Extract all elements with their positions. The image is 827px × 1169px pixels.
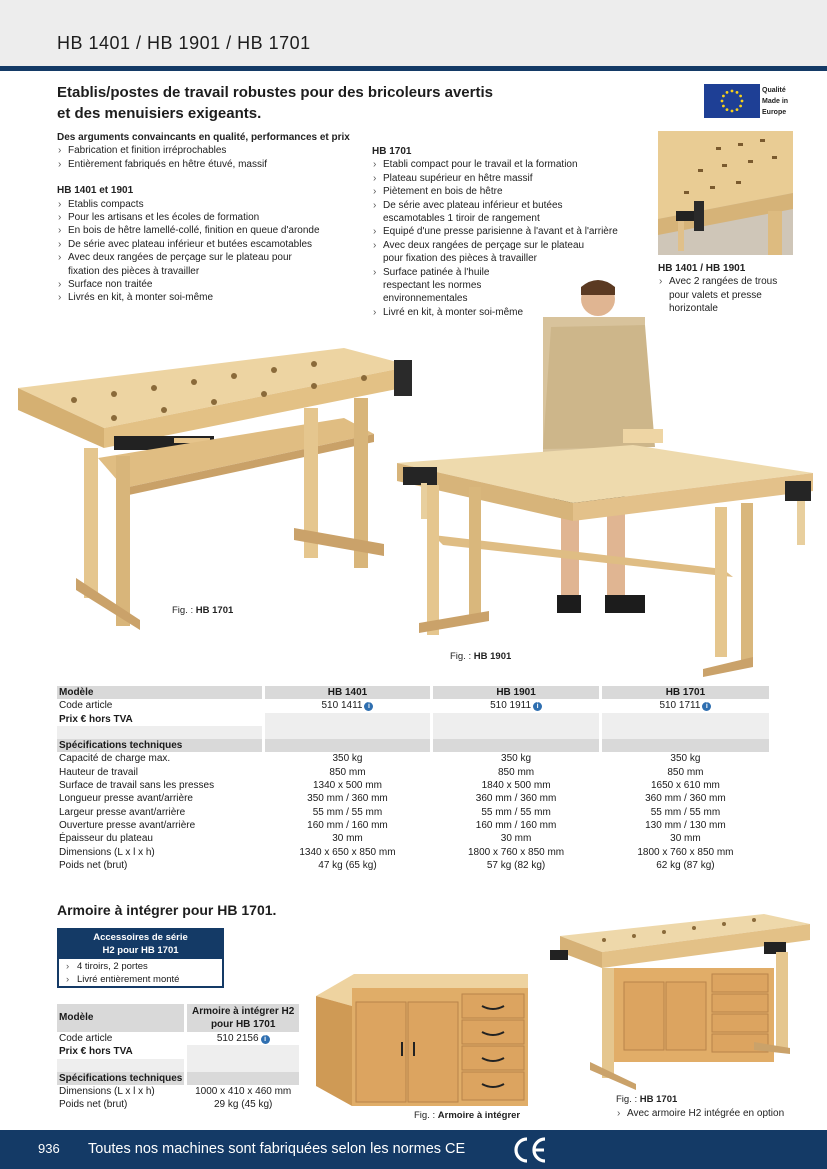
workbench-hb1901-photo (393, 277, 821, 679)
list-item-cont: escamotables 1 tiroir de rangement (383, 213, 540, 225)
table-cell (263, 713, 432, 726)
table-row (57, 806, 769, 819)
table-cell: 350 kg (432, 752, 601, 765)
vise-detail-photo (658, 131, 793, 255)
figure-4-note (616, 1107, 816, 1120)
table-cell: 130 mm / 130 mm (600, 819, 769, 832)
list-item: › De série avec plateau inférieur et butées escamotables (57, 238, 357, 251)
list-item: › Entièrement fabriqués en hêtre étuvé, massif (57, 158, 357, 171)
table-row (57, 819, 769, 832)
table-cell: 1340 x 650 x 850 mm (263, 846, 432, 859)
list-item-cont: horizontale (669, 303, 718, 315)
table-cell: 850 mm (432, 766, 601, 779)
section-label: Spécifications techniques (57, 1072, 186, 1085)
table-row (57, 792, 769, 805)
section-label: Spécifications techniques (57, 739, 263, 752)
table-cell (57, 1059, 186, 1072)
article-code: 510 1911 (490, 700, 532, 712)
row-label: Poids net (brut) (59, 1099, 128, 1111)
table-cell: 360 mm / 360 mm (600, 792, 769, 805)
figure-label: Armoire à intégrer (437, 1110, 521, 1121)
table-cell: 1650 x 610 mm (600, 779, 769, 792)
article-code: 510 1711 (659, 700, 701, 712)
row-label: Hauteur de travail (59, 766, 138, 778)
list-item (372, 199, 652, 226)
list-item: › Etabli compact pour le travail et la formation (372, 158, 652, 171)
table-cell (600, 739, 769, 752)
table-cell (600, 713, 769, 726)
list-item: › Livrés en kit, à monter soi-même (57, 291, 357, 304)
table-header: Modèle (57, 1004, 186, 1032)
table-row (57, 1045, 299, 1058)
table-cell (600, 726, 769, 739)
table-cell (263, 726, 432, 739)
table-header (186, 1004, 299, 1032)
spec-table (57, 686, 769, 872)
table-header: HB 1401 (263, 686, 432, 699)
list-item-cont: respectant les normes (383, 280, 482, 292)
table-cell: 1000 x 410 x 460 mm (186, 1085, 299, 1098)
eu-flag-icon (704, 84, 760, 118)
table-cell: 350 kg (263, 752, 432, 765)
figure-label: HB 1701 (639, 1094, 678, 1105)
table-header: HB 1901 (432, 686, 601, 699)
table-cell: 1800 x 760 x 850 mm (600, 846, 769, 859)
table-row (57, 699, 769, 712)
accessory-box-title-2: H2 pour HB 1701 (102, 945, 179, 956)
list-item-cont: environnementales (383, 293, 468, 305)
accessory-box-title-1: Accessoires de série (93, 932, 188, 943)
table-section-row (57, 1072, 299, 1085)
table-cell: 55 mm / 55 mm (263, 806, 432, 819)
page-number: 936 (38, 1141, 60, 1156)
table-row (57, 726, 769, 739)
cabinet-photo (312, 972, 530, 1108)
figure-label: HB 1901 (473, 651, 512, 662)
list-item: › Avec armoire H2 intégrée en option (616, 1107, 816, 1120)
table-header: Modèle (57, 686, 263, 699)
hb1401-list (57, 198, 357, 305)
table-cell: 850 mm (600, 766, 769, 779)
table-cell (186, 1072, 299, 1085)
table-cell: 1840 x 500 mm (432, 779, 601, 792)
figure-prefix: Fig. : (450, 651, 474, 662)
workbench-with-cabinet-photo (544, 912, 814, 1090)
figure-caption-2 (450, 651, 511, 662)
row-label: Épaisseur du plateau (59, 833, 153, 845)
table-cell (186, 1059, 299, 1072)
list-item: › Equipé d'une presse parisienne à l'avant et à l'arrière (372, 225, 652, 238)
row-label: Capacité de charge max. (59, 753, 171, 765)
headline-line-1: Etablis/postes de travail robustes pour des bricoleurs avertis (57, 84, 493, 101)
table-cell: 1800 x 760 x 850 mm (432, 846, 601, 859)
hb1401-heading: HB 1401 et 1901 (57, 185, 134, 197)
row-label: Code article (59, 700, 113, 712)
list-item: › Piètement en bois de hêtre (372, 185, 652, 198)
table-header: HB 1701 (600, 686, 769, 699)
info-icon[interactable]: i (702, 702, 711, 711)
features-column-1 (57, 131, 357, 305)
figure-prefix: Fig. : (172, 605, 196, 616)
figure-caption-4 (616, 1094, 677, 1105)
table-header-row (57, 1004, 299, 1032)
table-cell (263, 699, 432, 712)
intro-list (57, 144, 357, 171)
table-cell: 360 mm / 360 mm (432, 792, 601, 805)
table-cell (432, 739, 601, 752)
model-name-line-2: pour HB 1701 (210, 1019, 276, 1030)
table-cell (432, 699, 601, 712)
table-cell (57, 726, 263, 739)
list-item-text: De série avec plateau inférieur et butées (383, 199, 563, 211)
quality-badge-line-1: Qualité (762, 87, 786, 94)
table-cell (263, 739, 432, 752)
row-label: Ouverture presse avant/arrière (59, 819, 196, 831)
info-icon[interactable]: i (364, 702, 373, 711)
table-cell: 850 mm (263, 766, 432, 779)
figure-label: HB 1701 (195, 605, 234, 616)
hb1701-heading: HB 1701 (372, 146, 412, 157)
table-row (57, 1032, 299, 1045)
table-cell (600, 699, 769, 712)
list-item-cont: pour valets et presse (669, 289, 762, 301)
table-section-row (57, 739, 769, 752)
article-code: 510 2156 (216, 1033, 259, 1044)
accessory-title: Armoire à intégrer pour HB 1701. (57, 902, 277, 918)
table-row (57, 779, 769, 792)
accessory-box (57, 928, 224, 988)
table-cell: 62 kg (87 kg) (600, 859, 769, 872)
list-item: › Plateau supérieur en hêtre massif (372, 172, 652, 185)
table-cell: 30 mm (263, 832, 432, 845)
table-cell (432, 713, 601, 726)
table-cell: 30 mm (600, 832, 769, 845)
list-item-text: Avec deux rangées de perçage sur le plateau pour (68, 252, 292, 264)
list-item: › Fabrication et finition irréprochables (57, 144, 357, 157)
list-item: › 4 tiroirs, 2 portes (59, 960, 222, 973)
headline (57, 82, 527, 124)
row-label: Dimensions (L x l x h) (59, 846, 155, 858)
table-cell (432, 726, 601, 739)
row-label: Dimensions (L x l x h) (59, 1086, 155, 1098)
list-item (57, 251, 357, 278)
row-label: Largeur presse avant/arrière (59, 806, 186, 818)
info-icon[interactable]: i (533, 702, 542, 711)
ce-mark-icon (511, 1135, 551, 1169)
list-item: › Pour les artisans et les écoles de formation (57, 211, 357, 224)
table-cell (186, 1045, 299, 1058)
page-title: HB 1401 / HB 1901 / HB 1701 (57, 33, 311, 53)
footer-text: Toutes nos machines sont fabriquées selon les normes CE (88, 1141, 466, 1157)
table-row (57, 832, 769, 845)
quality-badge-text (762, 85, 788, 118)
row-label: Poids net (brut) (59, 859, 128, 871)
row-label: Code article (59, 1033, 113, 1044)
accessory-list (59, 959, 222, 986)
row-label: Longueur presse avant/arrière (59, 793, 193, 805)
row-label: Surface de travail sans les presses (59, 780, 215, 792)
accessory-box-header (59, 930, 222, 959)
table-row (57, 846, 769, 859)
info-icon[interactable]: i (261, 1035, 270, 1044)
list-item-cont: pour fixation des pièces à travailler (383, 253, 537, 265)
table-row (57, 713, 769, 726)
model-name-line-1: Armoire à intégrer H2 (192, 1006, 295, 1017)
list-item: › En bois de hêtre lamellé-collé, finition en queue d'aronde (57, 224, 357, 237)
list-item: › Surface non traitée (57, 278, 357, 291)
table-cell: 55 mm / 55 mm (432, 806, 601, 819)
table-row (57, 859, 769, 872)
table-cell: 55 mm / 55 mm (600, 806, 769, 819)
header-stripe (0, 66, 827, 71)
table-row (57, 766, 769, 779)
list-item-cont: fixation des pièces à travailler (68, 265, 200, 277)
article-code: 510 1411 (321, 700, 363, 712)
table-row (57, 1059, 299, 1072)
intro-heading: Des arguments convaincants en qualité, performances et prix (57, 132, 350, 143)
list-item: › Livré en kit, à monter soi-même (372, 306, 652, 319)
list-item: › Livré entièrement monté (59, 973, 222, 986)
detail-heading: HB 1401 / HB 1901 (658, 263, 746, 274)
table-cell: 160 mm / 160 mm (263, 819, 432, 832)
row-label: Prix € hors TVA (57, 713, 263, 726)
figure-caption-3 (414, 1110, 520, 1121)
table-cell: 350 kg (600, 752, 769, 765)
table-cell (186, 1032, 299, 1045)
workbench-hb1701-photo (14, 338, 414, 633)
table-cell: 57 kg (82 kg) (432, 859, 601, 872)
table-cell: 160 mm / 160 mm (432, 819, 601, 832)
table-header-row (57, 686, 769, 699)
table-row (57, 1098, 299, 1111)
table-cell: 1340 x 500 mm (263, 779, 432, 792)
row-label: Prix € hors TVA (59, 1046, 133, 1058)
table-row (57, 1085, 299, 1098)
headline-line-2: et des menuisiers exigeants. (57, 105, 262, 122)
figure-caption-1 (172, 605, 233, 616)
table-cell: 47 kg (65 kg) (263, 859, 432, 872)
accessory-spec-table (57, 1004, 299, 1112)
list-item (372, 239, 652, 266)
table-row (57, 752, 769, 765)
list-item-text: Avec deux rangées de perçage sur le plateau (383, 239, 585, 251)
figure-prefix: Fig. : (616, 1094, 640, 1105)
list-item-text: Avec 2 rangées de trous (669, 276, 778, 288)
list-item: › Etablis compacts (57, 198, 357, 211)
list-item-text: Surface patinée à l'huile (383, 266, 490, 278)
quality-badge-line-2: Made in (762, 98, 789, 105)
figure-prefix: Fig. : (414, 1110, 438, 1121)
quality-badge-line-3: Europe (762, 109, 787, 116)
table-cell: 29 kg (45 kg) (186, 1098, 299, 1111)
table-cell: 30 mm (432, 832, 601, 845)
table-cell: 350 mm / 360 mm (263, 792, 432, 805)
